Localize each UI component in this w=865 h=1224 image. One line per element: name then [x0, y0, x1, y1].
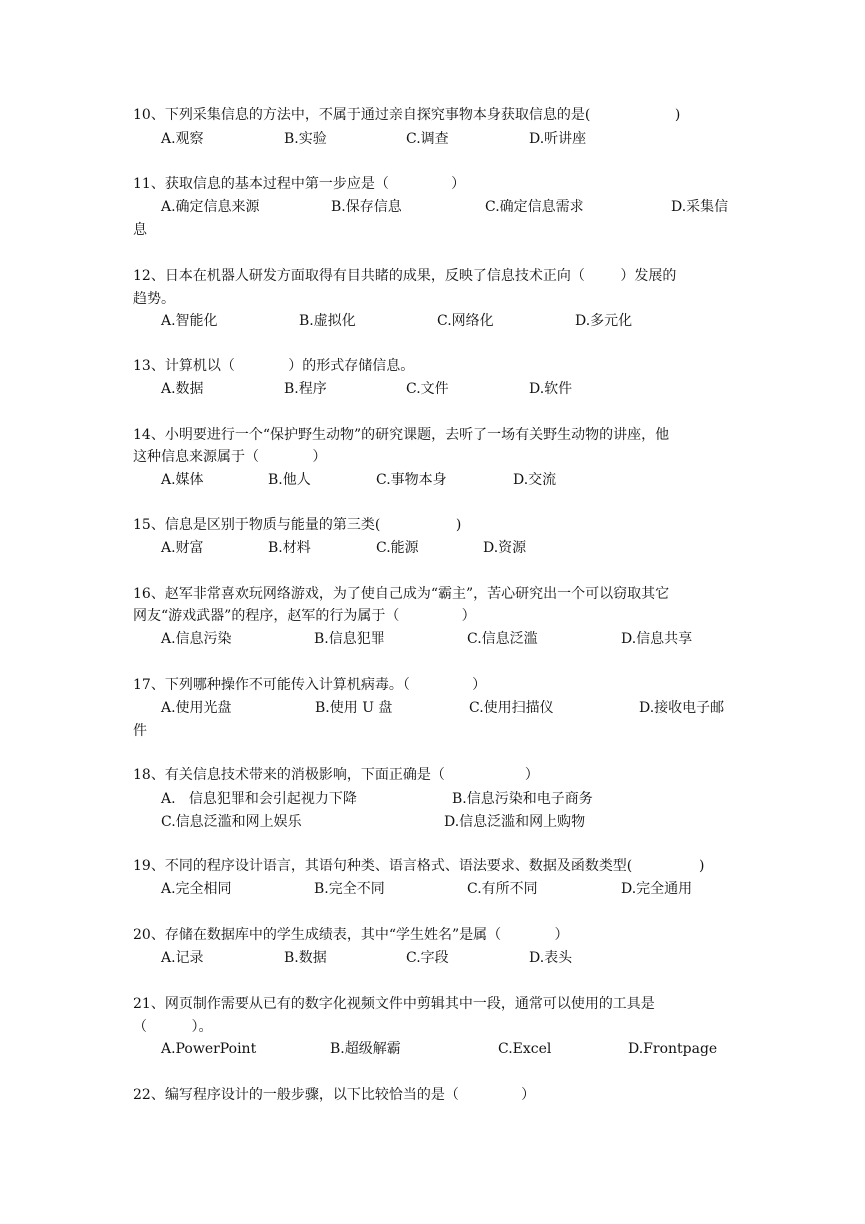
question-18-options-row-1 — [161, 790, 761, 808]
option-b: B.他人 — [268, 472, 311, 488]
option-a: A.数据 — [161, 381, 204, 397]
option-a: A.媒体 — [161, 472, 204, 488]
option-d: D.完全通用 — [621, 881, 693, 897]
question-11-option-d-wrap: 息 — [133, 222, 147, 238]
option-d: D.资源 — [483, 540, 527, 556]
option-d: D.采集信 — [671, 199, 729, 215]
option-d: D.Frontpage — [628, 1041, 718, 1057]
question-21-stem-line-2: （ ）。 — [133, 1019, 213, 1035]
option-d: D.软件 — [529, 381, 573, 397]
option-a: A.完全相同 — [161, 881, 232, 897]
option-a: A.确定信息来源 — [161, 199, 260, 215]
question-18-options-row-2 — [161, 813, 761, 831]
option-c: C.有所不同 — [467, 881, 538, 897]
question-10-options — [161, 130, 761, 148]
option-c: C.文件 — [406, 381, 449, 397]
option-b: B.信息犯罪 — [314, 631, 385, 647]
question-22-stem: 22、编写程序设计的一般步骤，以下比较恰当的是（ ） — [133, 1087, 536, 1103]
option-c: C.能源 — [376, 540, 419, 556]
question-18-stem: 18、有关信息技术带来的消极影响，下面正确是（ ） — [133, 767, 539, 783]
option-b: B.完全不同 — [314, 881, 385, 897]
option-c: C.网络化 — [437, 313, 494, 329]
question-20-options — [161, 949, 761, 967]
question-21-stem-line-1: 21、网页制作需要从已有的数字化视频文件中剪辑其中一段，通常可以使用的工具是 — [133, 996, 655, 1012]
option-d: D.表头 — [529, 950, 573, 966]
question-17-options — [161, 699, 761, 717]
option-c: C.使用扫描仪 — [469, 700, 554, 716]
option-a: A.记录 — [161, 950, 204, 966]
question-19-stem: 19、不同的程序设计语言，其语句种类、语言格式、语法要求、数据及函数类型( ) — [133, 858, 705, 874]
question-17-stem: 17、下列哪种操作不可能传入计算机病毒。（ ） — [133, 677, 487, 693]
option-d: D.接收电子邮 — [639, 700, 725, 716]
question-12-stem-line-2: 趋势。 — [133, 291, 175, 307]
question-10-stem: 10、下列采集信息的方法中，不属于通过亲自探究事物本身获取信息的是( ) — [133, 107, 681, 123]
option-c: C.调查 — [406, 131, 449, 147]
option-b: B.信息污染和电子商务 — [452, 791, 593, 807]
question-14-stem-line-1: 14、小明要进行一个“保护野生动物”的研究课题，去听了一场有关野生动物的讲座，他 — [133, 427, 670, 443]
question-12-options — [161, 312, 761, 330]
option-a: A.财富 — [161, 540, 204, 556]
question-11-stem: 11、获取信息的基本过程中第一步应是（ ） — [133, 176, 466, 192]
option-c: C.Excel — [498, 1041, 552, 1057]
question-13-options — [161, 380, 761, 398]
option-d: D.交流 — [513, 472, 557, 488]
option-c: C.信息泛滥 — [467, 631, 538, 647]
option-b: B.使用 U 盘 — [315, 700, 393, 716]
option-a: A.智能化 — [161, 313, 218, 329]
option-b: B.程序 — [284, 381, 327, 397]
option-d: D.信息共享 — [621, 631, 693, 647]
question-19-options — [161, 880, 761, 898]
option-a: A.信息污染 — [161, 631, 232, 647]
option-b: B.保存信息 — [331, 199, 402, 215]
option-b: B.实验 — [284, 131, 327, 147]
option-d: D.信息泛滥和网上购物 — [444, 814, 586, 830]
question-17-option-d-wrap: 件 — [133, 723, 147, 739]
option-a: A.PowerPoint — [161, 1041, 257, 1057]
option-c: C.信息泛滥和网上娱乐 — [161, 814, 302, 830]
option-b: B.超级解霸 — [330, 1041, 401, 1057]
option-c: C.字段 — [406, 950, 449, 966]
question-21-options — [161, 1040, 761, 1058]
question-16-stem-line-1: 16、赵军非常喜欢玩网络游戏，为了使自己成为“霸主”，苦心研究出一个可以窃取其它 — [133, 586, 670, 602]
option-a: A. 信息犯罪和会引起视力下降 — [161, 791, 357, 807]
question-11-options — [161, 198, 761, 216]
option-c: C.确定信息需求 — [485, 199, 584, 215]
question-13-stem: 13、计算机以（ ）的形式存储信息。 — [133, 358, 415, 374]
option-c: C.事物本身 — [376, 472, 447, 488]
question-14-stem-line-2: 这种信息来源属于（ ） — [133, 449, 327, 465]
question-15-stem: 15、信息是区别于物质与能量的第三类( ) — [133, 517, 462, 533]
option-a: A.观察 — [161, 131, 204, 147]
option-b: B.虚拟化 — [299, 313, 356, 329]
question-14-options — [161, 471, 761, 489]
question-16-stem-line-2: 网友“游戏武器”的程序，赵军的行为属于（ ） — [133, 608, 476, 624]
option-a: A.使用光盘 — [161, 700, 232, 716]
option-d: D.听讲座 — [529, 131, 587, 147]
question-20-stem: 20、存储在数据库中的学生成绩表，其中“学生姓名”是属（ ） — [133, 927, 569, 943]
question-16-options — [161, 630, 761, 648]
question-12-stem-line-1: 12、日本在机器人研发方面取得有目共睹的成果，反映了信息技术正向（ ）发展的 — [133, 268, 677, 284]
option-d: D.多元化 — [575, 313, 633, 329]
option-b: B.材料 — [268, 540, 311, 556]
question-15-options — [161, 539, 761, 557]
option-b: B.数据 — [284, 950, 327, 966]
